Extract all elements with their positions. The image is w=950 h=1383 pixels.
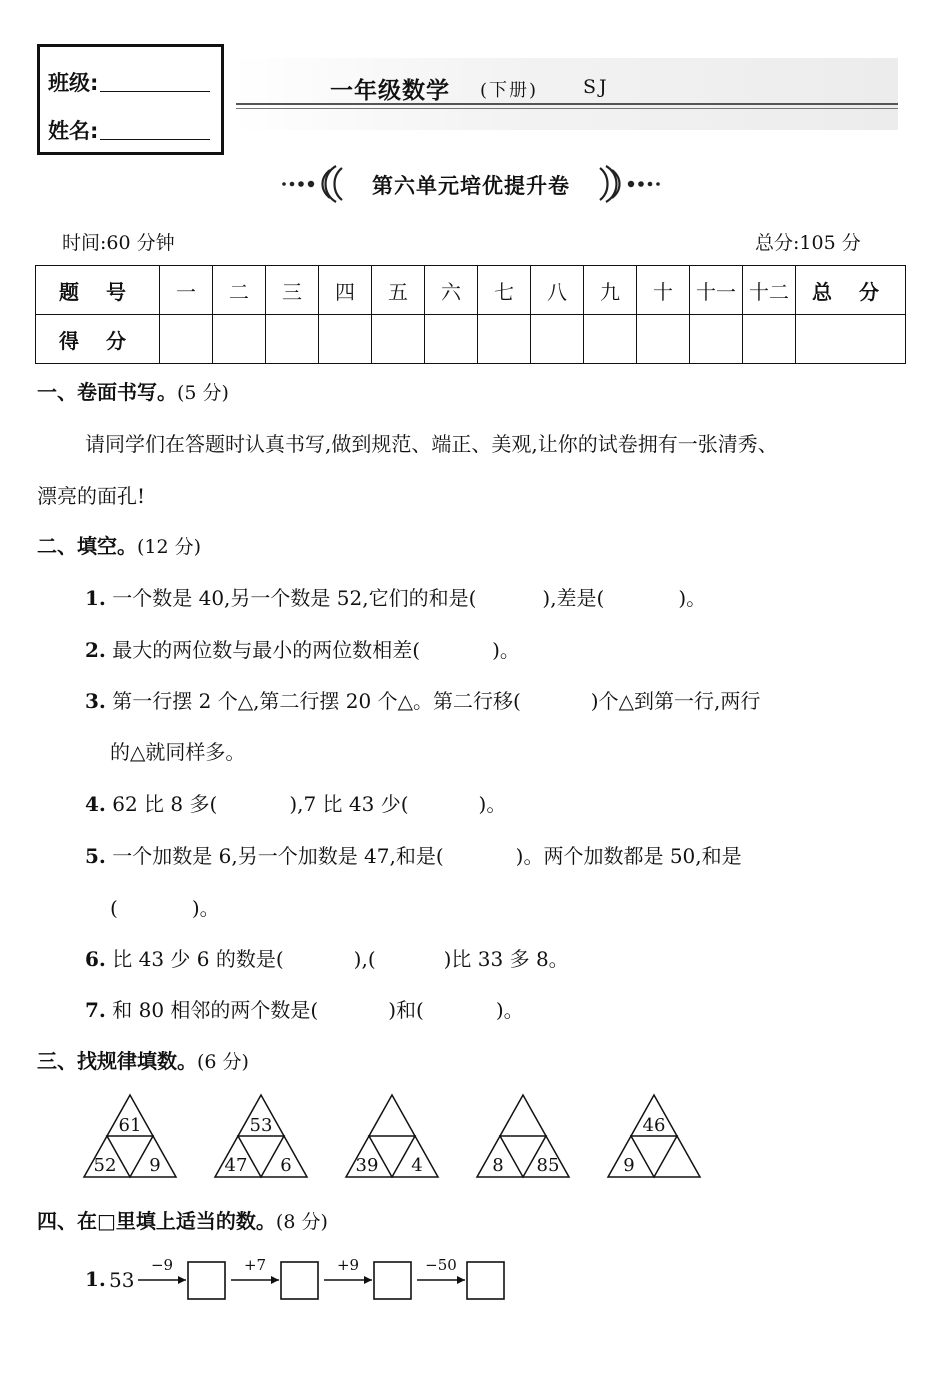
edition-code: SJ	[583, 76, 610, 98]
question-text: (	[110, 896, 118, 920]
question-number: 5.	[85, 844, 106, 868]
question-2-2	[85, 634, 520, 663]
score-cell[interactable]	[690, 315, 743, 364]
question-text: ),7 比 43 少(	[289, 792, 409, 816]
chain-arrow-head	[457, 1276, 465, 1284]
triangle-left-number: 9	[623, 1155, 635, 1176]
col-header: 七	[478, 266, 531, 315]
chain-arrow-head	[364, 1276, 372, 1284]
answer-box[interactable]	[281, 1262, 318, 1299]
chain-operation-label: −50	[425, 1256, 457, 1274]
question-text: )。	[478, 792, 507, 816]
row-label-question-number: 题 号	[36, 266, 160, 315]
question-text: 比 43 少 6 的数是(	[112, 947, 284, 971]
question-text: )。两个加数都是 50,和是	[515, 844, 742, 868]
section-4-points: (8 分)	[275, 1211, 328, 1233]
question-text: )。	[678, 586, 707, 610]
arrow-calculation-chain	[85, 1256, 525, 1302]
col-header: 十一	[690, 266, 743, 315]
time-limit: 时间:60 分钟	[62, 232, 175, 254]
question-text: 第一行摆 2 个△,第二行摆 20 个△。第二行移(	[112, 689, 521, 713]
class-row	[48, 67, 210, 97]
triangle-right-number: 4	[411, 1155, 423, 1176]
score-cell[interactable]	[319, 315, 372, 364]
col-header: 二	[213, 266, 266, 315]
chain-operation-label: −9	[150, 1256, 174, 1274]
question-number: 1.	[85, 586, 106, 610]
section-1-title: 一、卷面书写。	[37, 380, 177, 404]
triangle-right-number: 85	[536, 1155, 560, 1176]
question-2-5	[85, 840, 742, 869]
unit-title: 第六单元培优提升卷	[372, 174, 570, 198]
score-table-score-row	[36, 315, 906, 364]
col-header: 八	[531, 266, 584, 315]
section-1-text-line2: 漂亮的面孔!	[37, 484, 146, 508]
question-number: 7.	[85, 998, 106, 1022]
triangle-top-number: 46	[642, 1115, 666, 1136]
chain-arrow-head	[271, 1276, 279, 1284]
answer-box[interactable]	[188, 1262, 225, 1299]
total-score: 总分:105 分	[755, 232, 861, 254]
col-header: 九	[584, 266, 637, 315]
row-label-score: 得 分	[36, 315, 160, 364]
score-cell-total[interactable]	[796, 315, 906, 364]
score-cell[interactable]	[743, 315, 796, 364]
triangle-inner-outline	[631, 1136, 677, 1177]
score-cell[interactable]	[266, 315, 319, 364]
score-table-header-row	[36, 266, 906, 315]
triangle-top-number: 53	[249, 1115, 273, 1136]
section-2-points: (12 分)	[137, 536, 202, 558]
class-blank[interactable]	[100, 73, 210, 92]
question-2-3-line2: 的△就同样多。	[110, 740, 246, 764]
question-2-4	[85, 788, 506, 817]
col-header: 四	[319, 266, 372, 315]
name-label: 姓名:	[48, 119, 99, 143]
header-rule	[236, 103, 898, 105]
triangle-right-number: 9	[149, 1155, 161, 1176]
score-cell[interactable]	[372, 315, 425, 364]
question-text: )和(	[388, 998, 424, 1022]
question-number: 4.	[85, 792, 106, 816]
question-number: 3.	[85, 689, 106, 713]
section-1-text-line1: 请同学们在答题时认真书写,做到规范、端正、美观,让你的试卷拥有一张清秀、	[85, 432, 778, 456]
question-number: 6.	[85, 947, 106, 971]
triangle-left-number: 8	[492, 1155, 504, 1176]
section-4-heading	[37, 1205, 328, 1234]
volume-label: (下册)	[480, 80, 539, 101]
score-table	[35, 265, 906, 364]
question-text: ),(	[353, 947, 376, 971]
section-3-points: (6 分)	[197, 1051, 249, 1073]
score-cell[interactable]	[584, 315, 637, 364]
name-row	[48, 115, 210, 145]
question-2-1	[85, 582, 706, 611]
section-1-points: (5 分)	[177, 382, 229, 404]
name-blank[interactable]	[100, 121, 210, 140]
question-text: 62 比 8 多(	[112, 792, 218, 816]
triangle-top-number: 61	[118, 1115, 142, 1136]
col-header: 六	[425, 266, 478, 315]
question-2-7	[85, 994, 524, 1023]
section-1-heading	[37, 376, 229, 405]
answer-box[interactable]	[374, 1262, 411, 1299]
score-cell[interactable]	[213, 315, 266, 364]
question-2-5-line2	[110, 892, 220, 921]
section-2-title: 二、填空。	[37, 534, 137, 558]
section-4-title: 四、在□里填上适当的数。	[37, 1209, 276, 1233]
score-cell[interactable]	[478, 315, 531, 364]
section-3-title: 三、找规律填数。	[37, 1049, 197, 1073]
class-name-box	[37, 44, 224, 155]
triangle-puzzle	[346, 1095, 438, 1177]
question-2-3	[85, 685, 760, 714]
triangle-left-number: 52	[93, 1155, 117, 1176]
col-header: 五	[372, 266, 425, 315]
triangle-left-number: 39	[355, 1155, 379, 1176]
col-header: 三	[266, 266, 319, 315]
question-text: 和 80 相邻的两个数是(	[112, 998, 319, 1022]
chain-operation-label: +9	[336, 1256, 360, 1274]
question-text: ),差是(	[542, 586, 605, 610]
page-title: 一年级数学	[330, 78, 450, 104]
question-text: )。	[492, 638, 520, 662]
question-text: )。	[495, 998, 524, 1022]
question-text: 最大的两位数与最小的两位数相差(	[112, 638, 421, 662]
triangle-pattern-puzzle	[80, 1092, 710, 1182]
col-header: 一	[160, 266, 213, 315]
question-number: 1.	[85, 1267, 106, 1291]
chain-operation-label: +7	[243, 1256, 267, 1274]
class-label: 班级:	[48, 71, 99, 95]
col-header: 十二	[743, 266, 796, 315]
score-cell[interactable]	[160, 315, 213, 364]
chain-arrow-head	[178, 1276, 186, 1284]
question-text: 一个数是 40,另一个数是 52,它们的和是(	[112, 586, 477, 610]
section-2-heading	[37, 530, 201, 559]
triangle-puzzle	[215, 1095, 307, 1177]
triangle-puzzle	[477, 1095, 569, 1177]
question-text: )比 33 多 8。	[443, 947, 569, 971]
question-2-6	[85, 943, 569, 972]
question-text: )个△到第一行,两行	[590, 689, 761, 713]
chain-start-number: 53	[109, 1268, 135, 1292]
score-cell[interactable]	[425, 315, 478, 364]
question-text: 一个加数是 6,另一个加数是 47,和是(	[112, 844, 444, 868]
header-rule-thin	[236, 108, 898, 109]
triangle-right-number: 6	[280, 1155, 292, 1176]
score-cell[interactable]	[637, 315, 690, 364]
col-header: 十	[637, 266, 690, 315]
question-number: 2.	[85, 638, 106, 662]
score-cell[interactable]	[531, 315, 584, 364]
triangle-puzzle	[608, 1095, 700, 1177]
col-header-total: 总 分	[796, 266, 906, 315]
section-3-heading	[37, 1045, 249, 1074]
question-text: )。	[191, 896, 220, 920]
triangle-puzzle	[84, 1095, 176, 1177]
answer-box[interactable]	[467, 1262, 504, 1299]
triangle-left-number: 47	[224, 1155, 248, 1176]
